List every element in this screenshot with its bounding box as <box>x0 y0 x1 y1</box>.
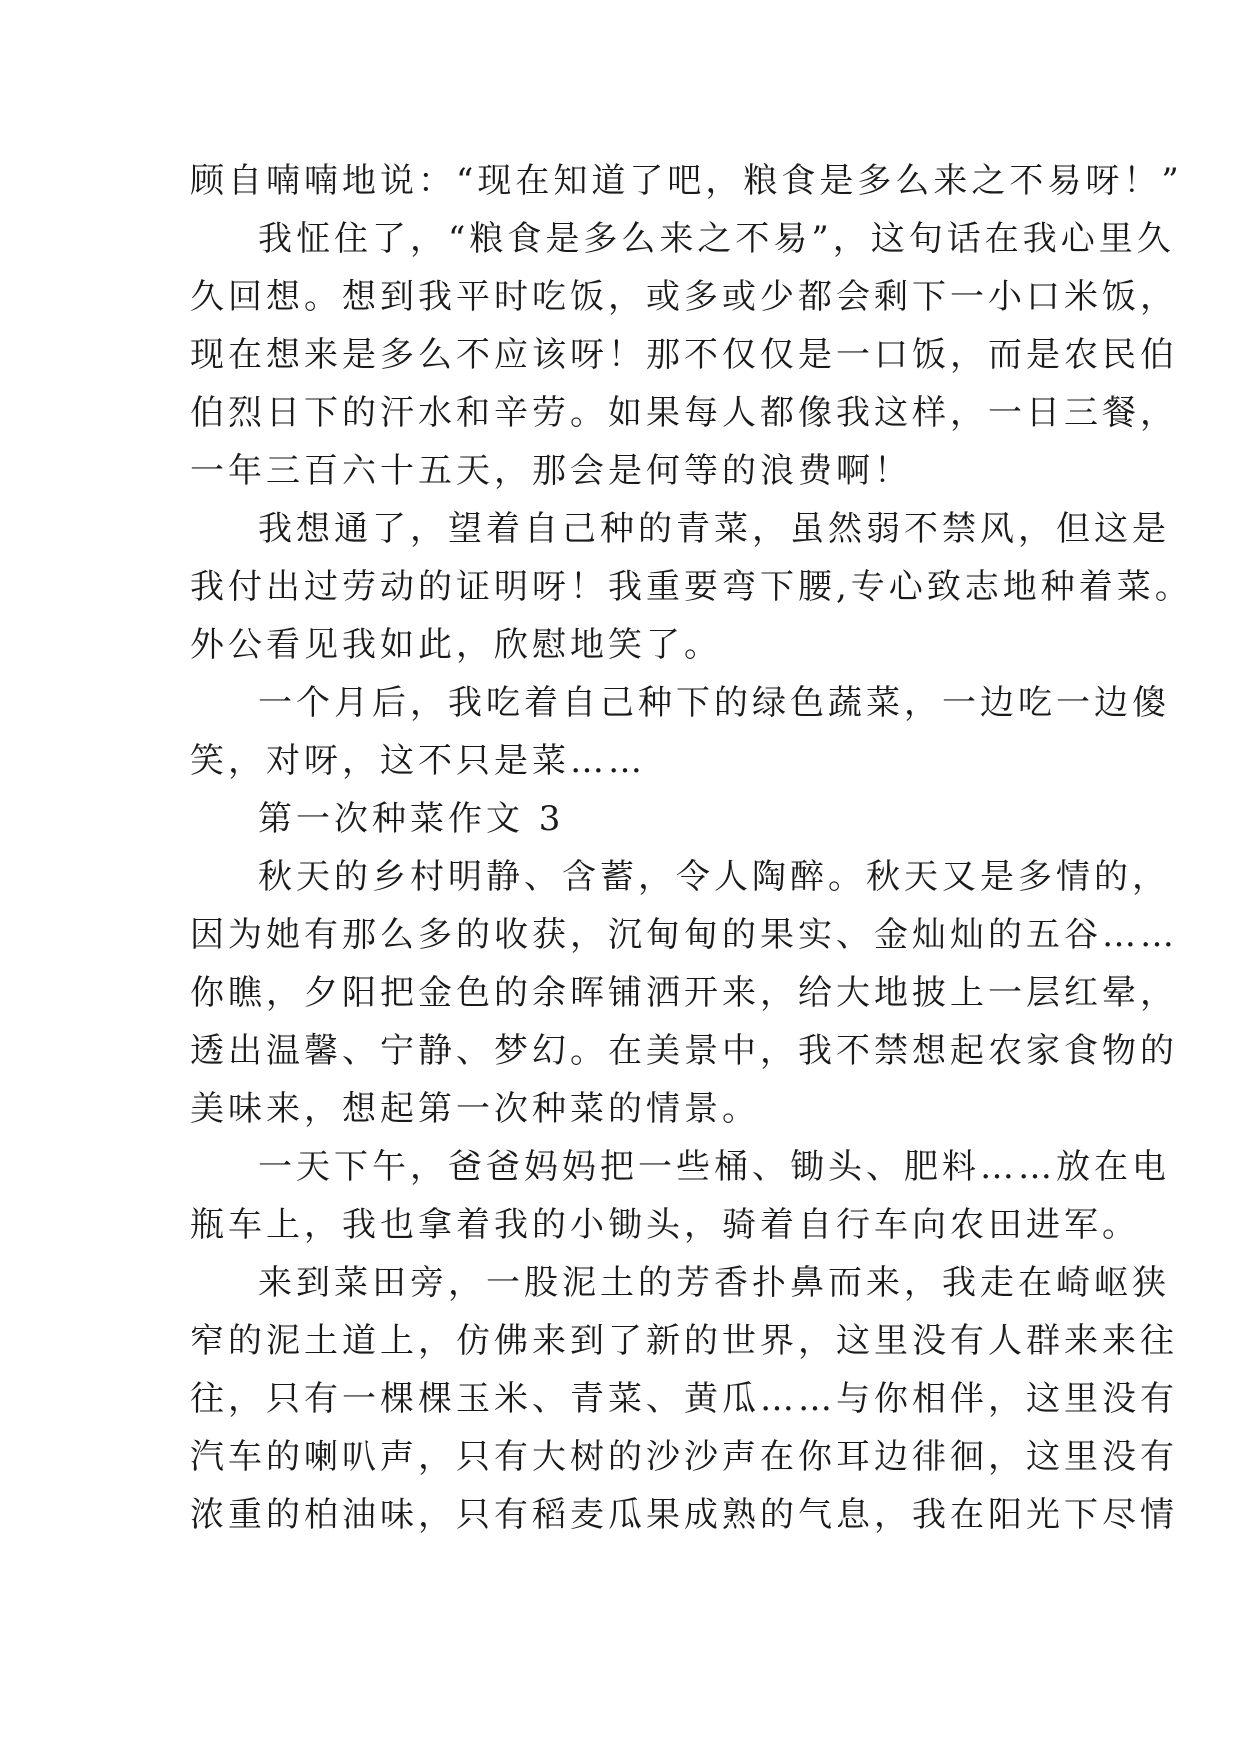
text-line: 往，只有一棵棵玉米、青菜、黄瓜……与你相伴，这里没有 <box>190 1379 1178 1419</box>
section-heading: 第一次种菜作文 3 <box>258 799 565 839</box>
text-line: 我想通了，望着自己种的青菜，虽然弱不禁风，但这是 <box>258 509 1170 549</box>
text-line: 来到菜田旁，一股泥土的芳香扑鼻而来，我走在崎岖狭 <box>258 1263 1170 1303</box>
text-line: 伯烈日下的汗水和辛劳。如果每人都像我这样，一日三餐， <box>190 393 1178 433</box>
text-line: 笑，对呀，这不只是菜…… <box>190 741 646 781</box>
text-line: 一个月后，我吃着自己种下的绿色蔬菜，一边吃一边傻 <box>258 683 1170 723</box>
essay-body <box>190 152 1193 1544</box>
text-line: 透出温馨、宁静、梦幻。在美景中，我不禁想起农家食物的 <box>190 1031 1178 1071</box>
text-line: 久回想。想到我平时吃饭，或多或少都会剩下一小口米饭， <box>190 277 1178 317</box>
text-line: 我付出过劳动的证明呀！我重要弯下腰,专心致志地种着菜。 <box>190 567 1193 607</box>
text-line: 美味来，想起第一次种菜的情景。 <box>190 1089 760 1129</box>
text-line: 现在想来是多么不应该呀！那不仅仅是一口饭，而是农民伯 <box>190 335 1178 375</box>
text-line: 一年三百六十五天，那会是何等的浪费啊！ <box>190 451 912 491</box>
text-line: 我怔住了，“粮食是多么来之不易”，这句话在我心里久 <box>258 219 1175 259</box>
text-line: 顾自喃喃地说：“现在知道了吧，粮食是多么来之不易呀！” <box>190 161 1183 201</box>
text-line: 汽车的喇叭声，只有大树的沙沙声在你耳边徘徊，这里没有 <box>190 1437 1178 1477</box>
text-line: 浓重的柏油味，只有稻麦瓜果成熟的气息，我在阳光下尽情 <box>190 1495 1178 1535</box>
text-line: 你瞧，夕阳把金色的余晖铺洒开来，给大地披上一层红晕， <box>190 973 1178 1013</box>
text-line: 因为她有那么多的收获，沉甸甸的果实、金灿灿的五谷…… <box>190 915 1178 955</box>
text-line: 一天下午，爸爸妈妈把一些桶、锄头、肥料……放在电 <box>258 1147 1170 1187</box>
text-line: 窄的泥土道上，仿佛来到了新的世界，这里没有人群来来往 <box>190 1321 1178 1361</box>
text-line: 外公看见我如此，欣慰地笑了。 <box>190 625 722 665</box>
text-line: 秋天的乡村明静、含蓄，令人陶醉。秋天又是多情的， <box>258 857 1170 897</box>
text-line: 瓶车上，我也拿着我的小锄头，骑着自行车向农田进军。 <box>190 1205 1140 1245</box>
